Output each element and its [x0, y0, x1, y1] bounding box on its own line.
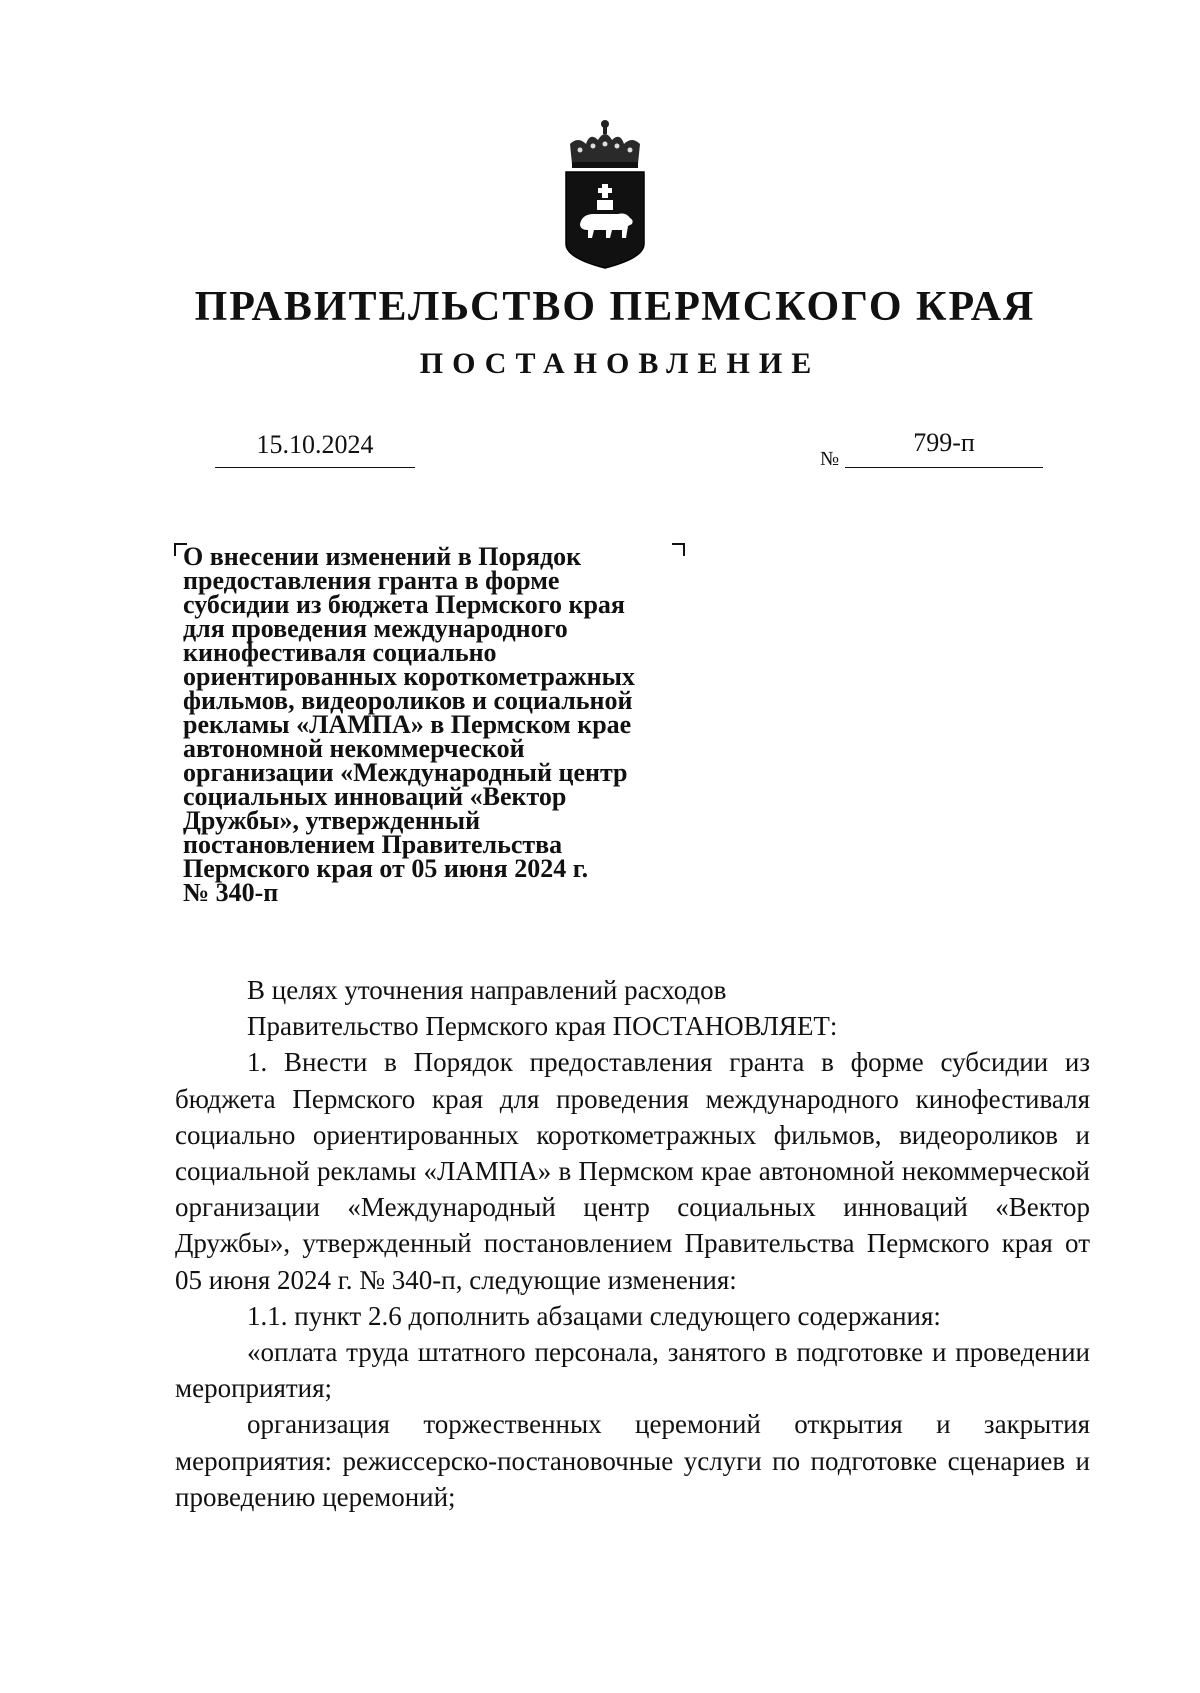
- document-number: 799-п: [845, 428, 1043, 468]
- subject-line: для проведения международного: [183, 614, 568, 643]
- subject-line: фильмов, видеороликов и социальной: [183, 686, 633, 715]
- subject-line: автономной некоммерческой: [183, 734, 525, 763]
- subject-line: Пермского края от 05 июня 2024 г.: [183, 854, 589, 883]
- subject-line: организации «Международный центр: [183, 758, 628, 787]
- subject-line: постановлением Правительства: [183, 830, 563, 859]
- subject-line: ориентированных короткометражных: [183, 662, 635, 691]
- body-paragraph: В целях уточнения направлений расходов: [247, 975, 727, 1005]
- subject-line: предоставления гранта в форме: [183, 566, 560, 595]
- perm-krai-coat-of-arms-icon: [560, 118, 650, 270]
- document-type: ПОСТАНОВЛЕНИЕ: [419, 347, 821, 380]
- organization-title: ПРАВИТЕЛЬСТВО ПЕРМСКОГО КРАЯ: [194, 284, 1036, 330]
- subject-line: № 340-п: [183, 878, 279, 907]
- document-subject: [183, 542, 683, 907]
- number-sign: №: [820, 448, 840, 470]
- body-paragraph: 1.1. пункт 2.6 дополнить абзацами следующего содержания:: [247, 1300, 941, 1331]
- body-paragraph: «оплата труда штатного персонала, занятого в подготовке и проведении мероприятия;: [175, 1337, 1090, 1404]
- subject-line: субсидии из бюджета Пермского края: [183, 590, 625, 619]
- body-paragraph: 1. Внести в Порядок предоставления гранта в форме субсидии из бюджета Пермского края для проведения международного кинофестиваля социально ориентированных короткометражных фильмов, видеороликов и социальной рекламы «ЛАМПА» в Пермском крае автономной некоммерческой организации «Международный центр социальных инноваций «Вектор Дружбы», утвержденный постановлением Правительства Пермского края от 05 июня 2024 г. № 340-п, следующие изменения:: [175, 1047, 1090, 1295]
- subject-line: социальных инноваций «Вектор: [183, 782, 567, 811]
- body-paragraph: Правительство Пермского края ПОСТАНОВЛЯЕТ:: [247, 1011, 838, 1042]
- subject-line: Дружбы», утвержденный: [183, 806, 481, 835]
- subject-line: кинофестиваля социально: [183, 638, 497, 667]
- body-paragraph: организация торжественных церемоний открытия и закрытия мероприятия: режиссерско-постановочные услуги по подготовке сценариев и проведению церемоний;: [175, 1409, 1090, 1512]
- subject-line: О внесении изменений в Порядок: [183, 542, 582, 571]
- subject-line: рекламы «ЛАМПА» в Пермском крае: [183, 710, 632, 739]
- document-date: 15.10.2024: [215, 430, 415, 468]
- document-body: [175, 972, 1090, 1515]
